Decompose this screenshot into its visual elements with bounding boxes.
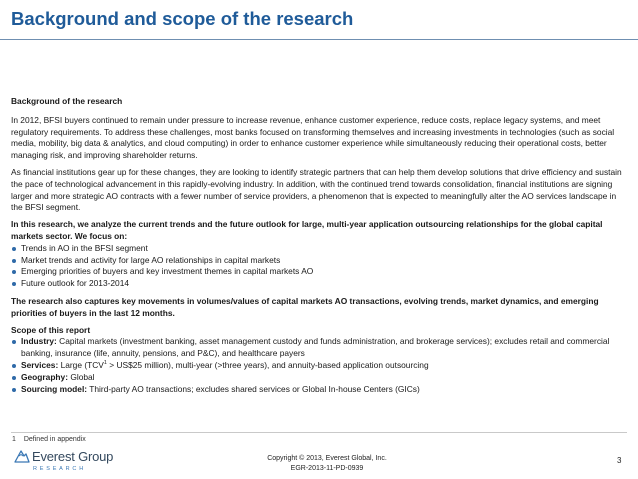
scope-label: Industry:	[21, 336, 57, 347]
slide-title: Background and scope of the research	[11, 8, 354, 29]
mountain-icon	[14, 448, 30, 464]
list-item: Future outlook for 2013-2014	[11, 278, 625, 290]
scope-label: Sourcing model:	[21, 383, 88, 394]
background-paragraph-2: As financial institutions gear up for these changes, they are looking to identify strategic partners that can help them develop solutions that drive efficiency and sustain the pace of technological advancement in this rapidly-evolving industry. In addition, with the continued trend towards consolidation, financial institutions are signing larger and more strategic AO contracts with a fewer number of service providers, a phenomenon that is expected to meaningfully alter the AO services landscape in the BFSI segment.	[11, 166, 622, 213]
footnote-number: 1	[12, 436, 16, 443]
scope-item-sourcing	[11, 384, 625, 396]
scope-text: Capital markets (investment banking, asset management custody and funds administration, and brokerage services); excludes retail and commercial banking, insurance (life, annuity, pensions, and P&C), and healthcare payers	[21, 336, 610, 359]
title-divider	[0, 39, 638, 40]
footnote-marker: 1	[103, 360, 107, 367]
list-item: Emerging priorities of buyers and key investment themes in capital markets AO	[11, 266, 625, 278]
copyright-line: Copyright © 2013, Everest Global, Inc.	[267, 455, 387, 462]
background-paragraph-1: In 2012, BFSI buyers continued to remain under pressure to increase revenue, enhance customer experience, reduce costs, replace legacy systems, and meet regulatory requirements. To address these challenges, most banks focused on transforming themselves and increasing investments in technologies (such as social media, mobility, big data & analytics, and cloud computing) in order to enhance customer experience while simultaneously reducing their operational costs, better managing risk, and improving shareholder returns.	[11, 114, 615, 161]
everest-group-logo	[14, 447, 134, 477]
scope-list	[11, 336, 625, 395]
analysis-intro: In this research, we analyze the current trends and the future outlook for large, multi-year application outsourcing relationships for the global capital markets sector. We focus on:	[11, 219, 603, 241]
logo-name: Everest Group	[32, 449, 114, 464]
scope-text: Large (TCV	[60, 359, 104, 370]
scope-label: Geography:	[21, 371, 68, 382]
scope-item-geography	[11, 372, 625, 384]
scope-item-services	[11, 360, 625, 372]
document-code: EGR-2013-11-PD-0939	[290, 465, 364, 472]
list-item: Market trends and activity for large AO relationships in capital markets	[11, 255, 625, 267]
analysis-captures: The research also captures key movements in volumes/values of capital markets AO transactions, evolving trends, market dynamics, and emerging priorities of buyers in the last 12 months.	[11, 295, 599, 318]
scope-label: Services:	[21, 359, 59, 370]
scope-text: Global	[70, 371, 95, 382]
footnote-text: Defined in appendix	[23, 436, 86, 443]
scope-text: Third-party AO transactions; excludes shared services or Global In-house Centers (GICs)	[89, 383, 420, 394]
footnote	[12, 436, 86, 443]
scope-text: > US$25 million), multi-year (>three years), and annuity-based application outsourcing	[106, 359, 429, 370]
slide-body	[11, 96, 625, 401]
scope-item-industry	[11, 336, 625, 360]
page-number: 3	[617, 456, 622, 465]
focus-list	[11, 243, 625, 290]
list-item: Trends in AO in the BFSI segment	[11, 243, 625, 255]
scope-heading: Scope of this report	[11, 324, 91, 335]
copyright-notice	[252, 454, 402, 474]
logo-subtitle: RESEARCH	[33, 466, 86, 472]
footer-divider	[11, 432, 627, 433]
background-heading: Background of the research	[11, 96, 123, 106]
